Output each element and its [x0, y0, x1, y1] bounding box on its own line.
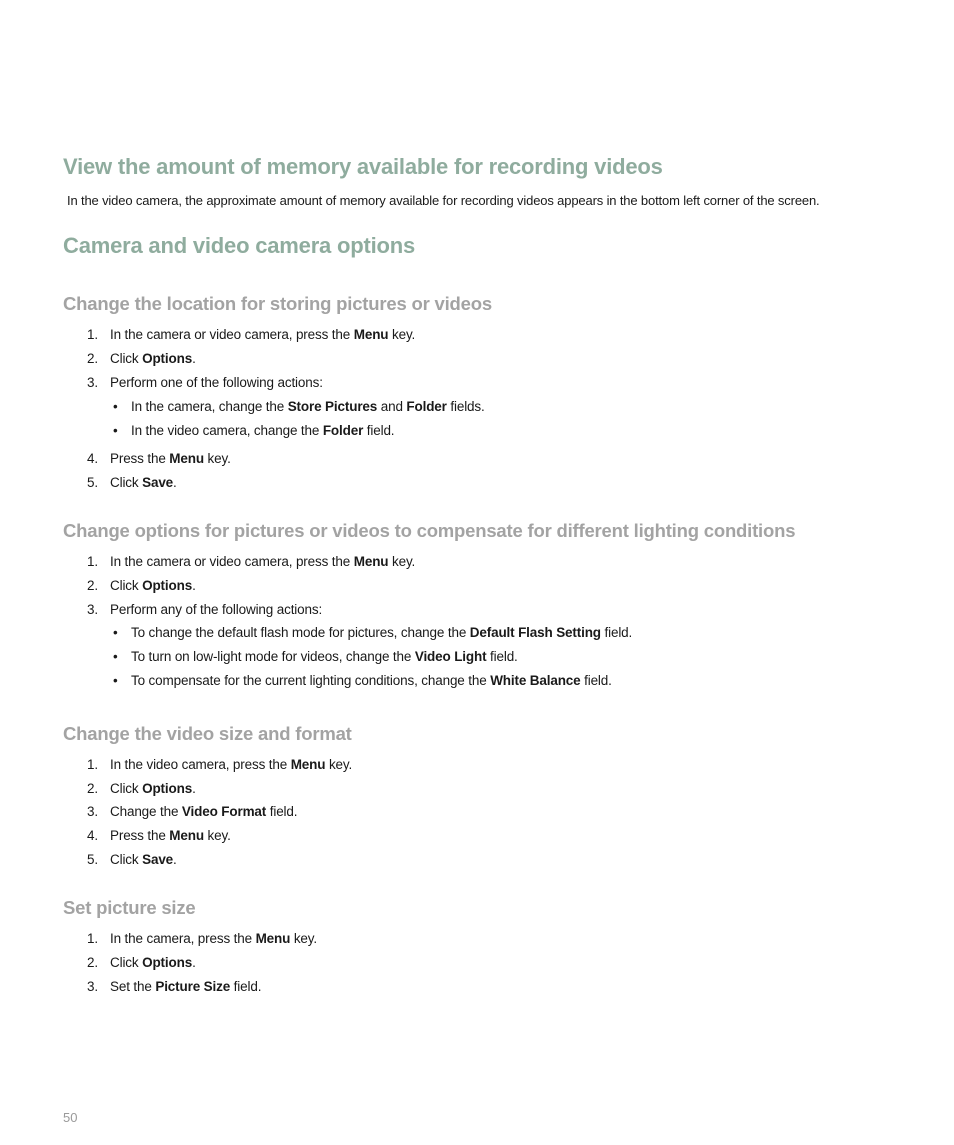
bullet-item: • To compensate for the current lighting conditions, change the White Balance field. — [113, 673, 612, 688]
list-item: 3. Perform any of the following actions: — [87, 602, 323, 617]
bullet-item: • In the camera, change the Store Pictures and Folder fields. — [113, 399, 485, 414]
list-item: 5. Click Save. — [87, 475, 177, 490]
list-item: 2. Click Options. — [87, 351, 196, 366]
memory-description: In the video camera, the approximate amount of memory available for recording videos appears in the bottom left corner of the screen. — [67, 193, 820, 208]
section-title-memory: View the amount of memory available for recording videos — [63, 154, 663, 179]
bullet-item: • To turn on low-light mode for videos, change the Video Light field. — [113, 649, 518, 664]
subsection-title-lighting: Change options for pictures or videos to compensate for different lighting conditions — [63, 520, 796, 541]
list-item: 1. In the camera, press the Menu key. — [87, 931, 317, 946]
list-item: 1. In the video camera, press the Menu key. — [87, 757, 353, 772]
list-item: 1. In the camera or video camera, press the Menu key. — [87, 554, 416, 569]
list-item: 4. Press the Menu key. — [87, 828, 231, 843]
subsection-title-storage-location: Change the location for storing pictures or videos — [63, 293, 492, 314]
list-item: 2. Click Options. — [87, 781, 196, 796]
list-item: 4. Press the Menu key. — [87, 451, 231, 466]
subsection-title-picture-size: Set picture size — [63, 897, 196, 918]
list-item: 3. Set the Picture Size field. — [87, 979, 262, 994]
list-item: 5. Click Save. — [87, 852, 177, 867]
list-item: 1. In the camera or video camera, press the Menu key. — [87, 327, 416, 342]
bullet-item: • In the video camera, change the Folder field. — [113, 423, 395, 438]
list-item: 2. Click Options. — [87, 955, 196, 970]
list-item: 3. Change the Video Format field. — [87, 804, 298, 819]
bullet-item: • To change the default flash mode for pictures, change the Default Flash Setting field. — [113, 625, 633, 640]
subsection-title-video-size: Change the video size and format — [63, 723, 352, 744]
section-title-camera-options: Camera and video camera options — [63, 233, 416, 258]
page-number: 50 — [63, 1110, 78, 1125]
list-item: 3. Perform one of the following actions: — [87, 375, 323, 390]
list-item: 2. Click Options. — [87, 578, 196, 593]
